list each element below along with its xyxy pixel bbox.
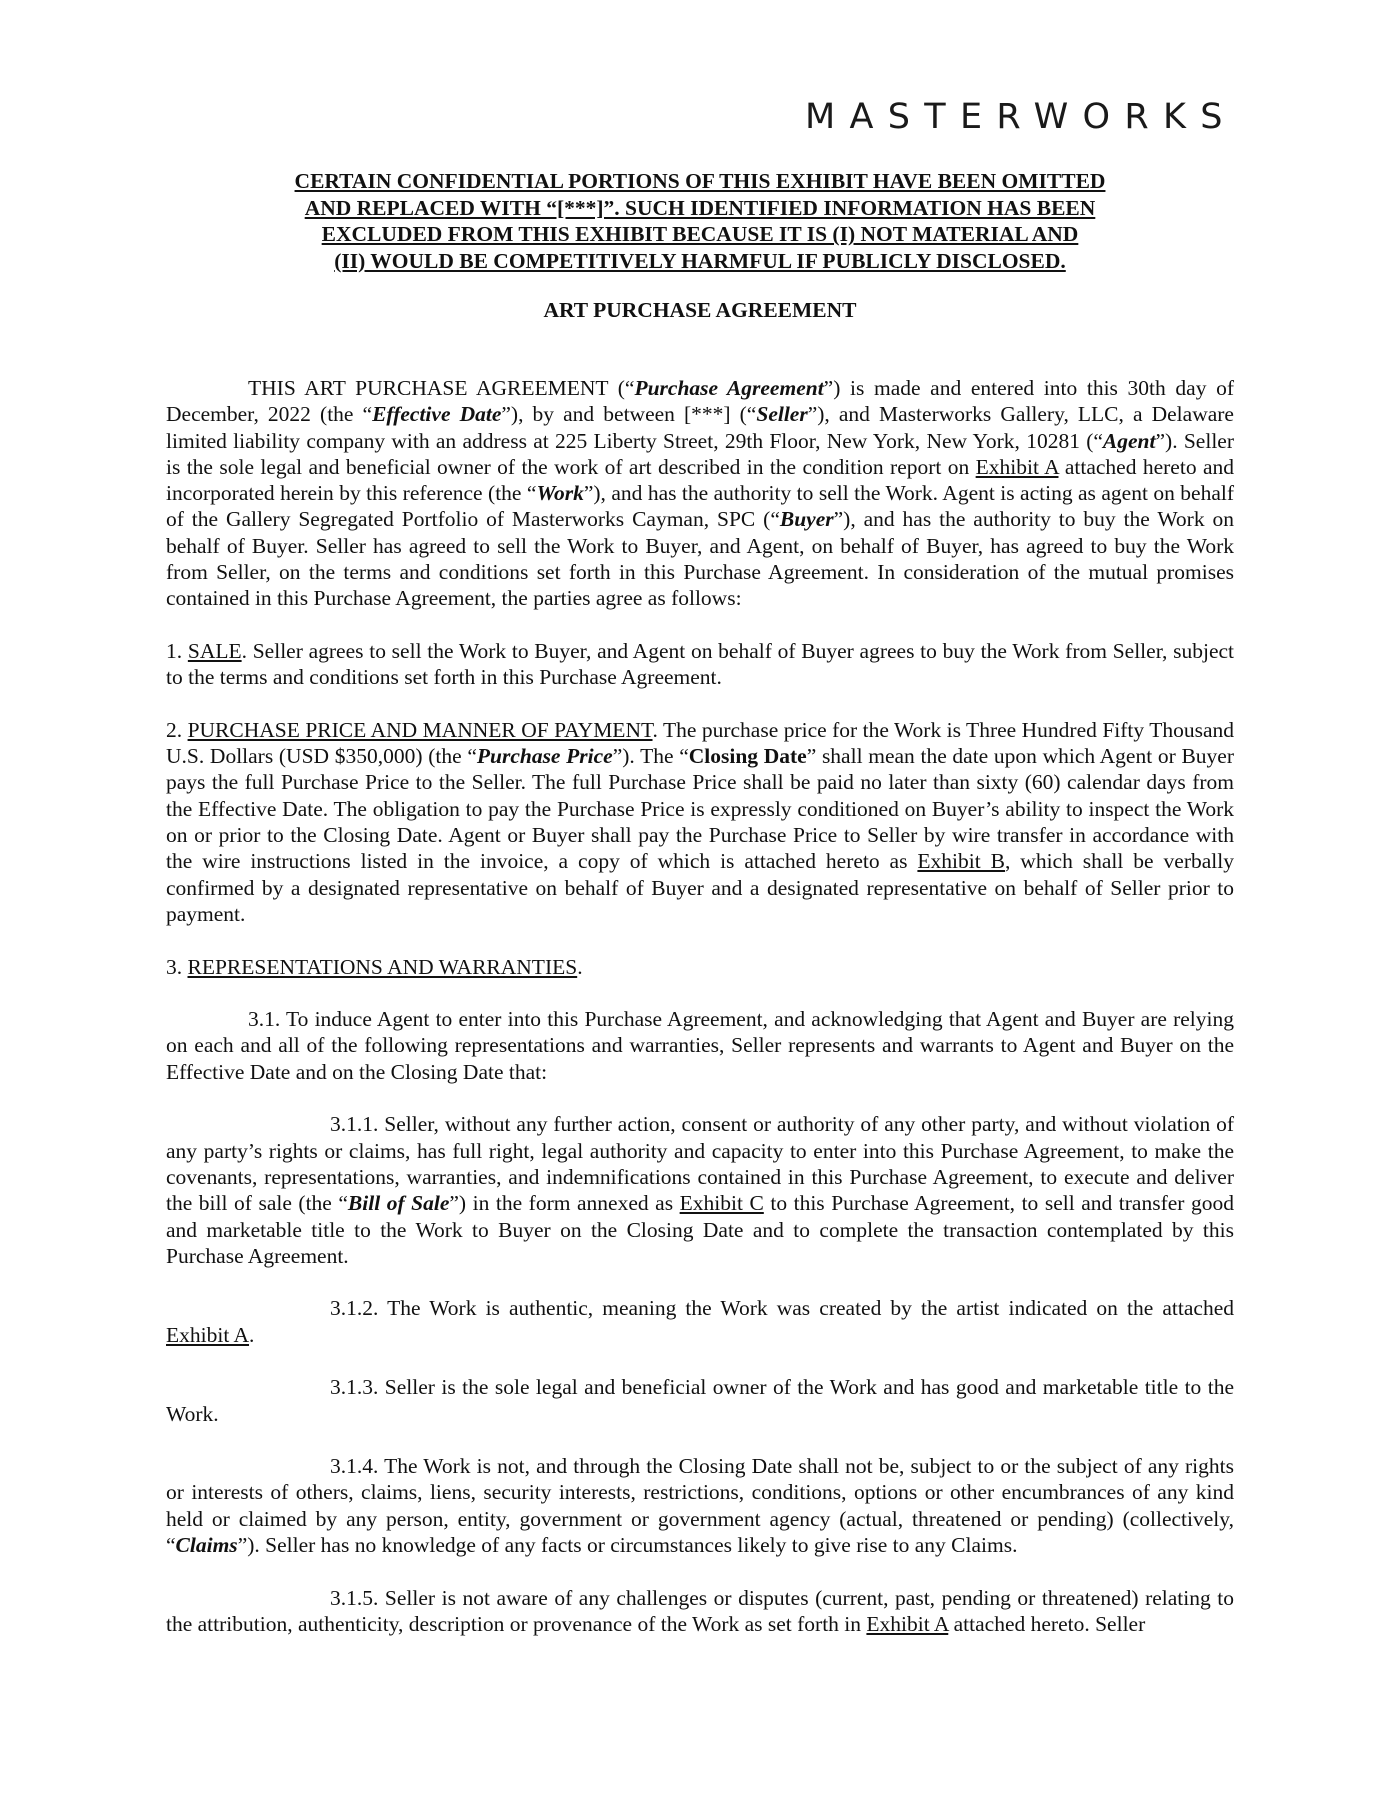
masterworks-logo — [805, 90, 1235, 140]
clause-3-1-1 — [166, 1111, 1234, 1269]
section-text: ”). The “ — [612, 744, 689, 769]
exhibit-a-reference: Exhibit A — [975, 454, 1059, 479]
intro-text: ”), and has the authority to sell the Work. Agent is acting as agent on behalf of the Gallery Segregated Portfolio of Masterworks Cayman, SPC (“ — [166, 481, 1234, 532]
clause-text: 3.1.1. Seller, without any further action, consent or authority of any other party, and without violation of any party’s rights or claims, has full right, legal authority and capacity to enter into this Purchase Agreement, to make the covenants, representations, warranties, and indemnifications contained in this Purchase Agreement, to execute and deliver the bill of sale (the “ — [166, 1112, 1234, 1216]
section-number: 2. — [166, 717, 188, 742]
clause-text: ”). Seller has no knowledge of any facts or circumstances likely to give rise to any Claims. — [237, 1533, 1018, 1558]
intro-text: THIS ART PURCHASE AGREEMENT (“ — [248, 376, 635, 400]
section-heading-sale: SALE — [187, 638, 242, 663]
defined-term-effective-date: Effective Date — [372, 402, 502, 427]
intro-text: ”), by and between [***] (“ — [501, 402, 757, 427]
defined-term-closing-date: Closing Date — [688, 744, 807, 769]
clause-text: 3.1.2. The Work is authentic, meaning the Work was created by the artist indicated on the attached — [330, 1296, 1234, 1321]
exhibit-a-reference: Exhibit A — [166, 1322, 250, 1347]
defined-term-purchase-agreement: Purchase Agreement — [634, 376, 824, 400]
clause-text: . — [249, 1322, 255, 1347]
clause-3-1-4 — [166, 1453, 1234, 1558]
defined-term-seller: Seller — [756, 402, 808, 427]
section-number: 1. — [166, 638, 188, 663]
intro-paragraph — [166, 375, 1234, 612]
clause-3-1-3: 3.1.3. Seller is the sole legal and beneficial owner of the Work and has good and marketable title to the Work. — [166, 1375, 1234, 1426]
defined-term-bill-of-sale: Bill of Sale — [347, 1191, 450, 1216]
clause-text: attached hereto. Seller — [948, 1611, 1146, 1636]
clause-text: 3.1.4. The Work is not, and through the Closing Date shall not be, subject to or the subject of any rights or interests of others, claims, liens, security interests, restrictions, conditions, options or other encumbrances of any kind held or claimed by any person, entity, government or government agency (actual, threatened or pending) (collectively, “ — [166, 1454, 1234, 1558]
intro-text: attached hereto and incorporated herein by this reference (the “ — [166, 454, 1234, 506]
clause-3-1-2 — [166, 1295, 1234, 1348]
defined-term-claims: Claims — [175, 1533, 238, 1558]
exhibit-a-reference: Exhibit A — [866, 1611, 949, 1636]
defined-term-buyer: Buyer — [779, 507, 834, 532]
intro-text: ”), and has the authority to buy the Work on behalf of Buyer. Seller has agreed to sell the Work to Buyer, and Agent, on behalf of Buyer, has agreed to buy the Work from Seller, on the terms and conditions set forth in this Purchase Agreement. In consideration of the mutual promises contained in this Purchase Agreement, the parties agree as follows: — [166, 507, 1234, 611]
section-heading-representations: REPRESENTATIONS AND WARRANTIES — [187, 954, 578, 979]
section-text: . — [577, 954, 583, 979]
notice-line: CERTAIN CONFIDENTIAL PORTIONS OF THIS EXHIBIT HAVE BEEN OMITTED — [294, 169, 1106, 193]
clause-text: ”) in the form annexed as — [449, 1191, 680, 1216]
defined-term-purchase-price: Purchase Price — [476, 744, 613, 769]
exhibit-b-reference: Exhibit B — [917, 849, 1005, 874]
document-title: ART PURCHASE AGREEMENT — [543, 298, 857, 322]
clause-text: to this Purchase Agreement, to sell and transfer good and marketable title to the Work to Buyer on the Closing Date and to complete the transaction contemplated by this Purchase Agreement. — [166, 1191, 1234, 1268]
section-3-representations — [166, 954, 1234, 980]
agreement-body — [166, 375, 1234, 1664]
section-2-purchase-price — [166, 717, 1234, 927]
clause-text: 3.1.5. Seller is not aware of any challenges or disputes (current, past, pending or threatened) relating to the attribution, authenticity, description or provenance of the Work as set forth in — [166, 1585, 1234, 1636]
section-text: . Seller agrees to sell the Work to Buyer, and Agent on behalf of Buyer agrees to buy the Work from Seller, subject to the terms and conditions set forth in this Purchase Agreement. — [166, 638, 1235, 690]
section-text: . The purchase price for the Work is Three Hundred Fifty Thousand U.S. Dollars (USD $350,000) (the “ — [166, 717, 1234, 769]
section-number: 3. — [166, 954, 188, 979]
defined-term-agent: Agent — [1102, 428, 1156, 453]
confidentiality-notice — [166, 168, 1234, 274]
defined-term-work: Work — [536, 481, 584, 506]
subsection-3-1: 3.1. To induce Agent to enter into this Purchase Agreement, and acknowledging that Agent and Buyer are relying on each and all of the following representations and warranties, Seller represents and warrants to Agent and Buyer on the Effective Date and on the Closing Date that: — [166, 1007, 1234, 1084]
clause-3-1-5 — [166, 1585, 1234, 1638]
notice-line: AND REPLACED WITH “[***]”. SUCH IDENTIFIED INFORMATION HAS BEEN — [304, 195, 1096, 220]
notice-line: (II) WOULD BE COMPETITIVELY HARMFUL IF PUBLICLY DISCLOSED. — [334, 248, 1066, 273]
exhibit-c-reference: Exhibit C — [679, 1191, 764, 1216]
section-text: ” shall mean the date upon which Agent or Buyer pays the full Purchase Price to the Seller. The full Purchase Price shall be paid no later than sixty (60) calendar days from the Effective Date. The obligation to pay the Purchase Price is expressly conditioned on Buyer’s ability to inspect the Work on or prior to the Closing Date. Agent or Buyer shall pay the Purchase Price to Seller by wire transfer in accordance with the wire instructions listed in the invoice, a copy of which is attached hereto as — [166, 744, 1234, 874]
section-text: , which shall be verbally confirmed by a designated representative on behalf of Buyer and a designated representative on behalf of Seller prior to payment. — [166, 849, 1234, 926]
logo-graphic — [805, 90, 1235, 140]
section-1-sale — [166, 638, 1234, 691]
intro-text: ”) is made and entered into this 30th day of December, 2022 (the “ — [166, 376, 1234, 427]
logo-wordmark: MASTERWORKS — [805, 97, 1233, 137]
notice-line: EXCLUDED FROM THIS EXHIBIT BECAUSE IT IS (I) NOT MATERIAL AND — [321, 222, 1079, 246]
intro-text: ”). Seller is the sole legal and beneficial owner of the work of art described in the condition report on — [166, 428, 1234, 479]
section-heading-purchase-price: PURCHASE PRICE AND MANNER OF PAYMENT — [187, 717, 653, 742]
intro-text: ”), and Masterworks Gallery, LLC, a Delaware limited liability company with an address at 225 Liberty Street, 29th Floor, New York, New York, 10281 (“ — [166, 402, 1234, 453]
